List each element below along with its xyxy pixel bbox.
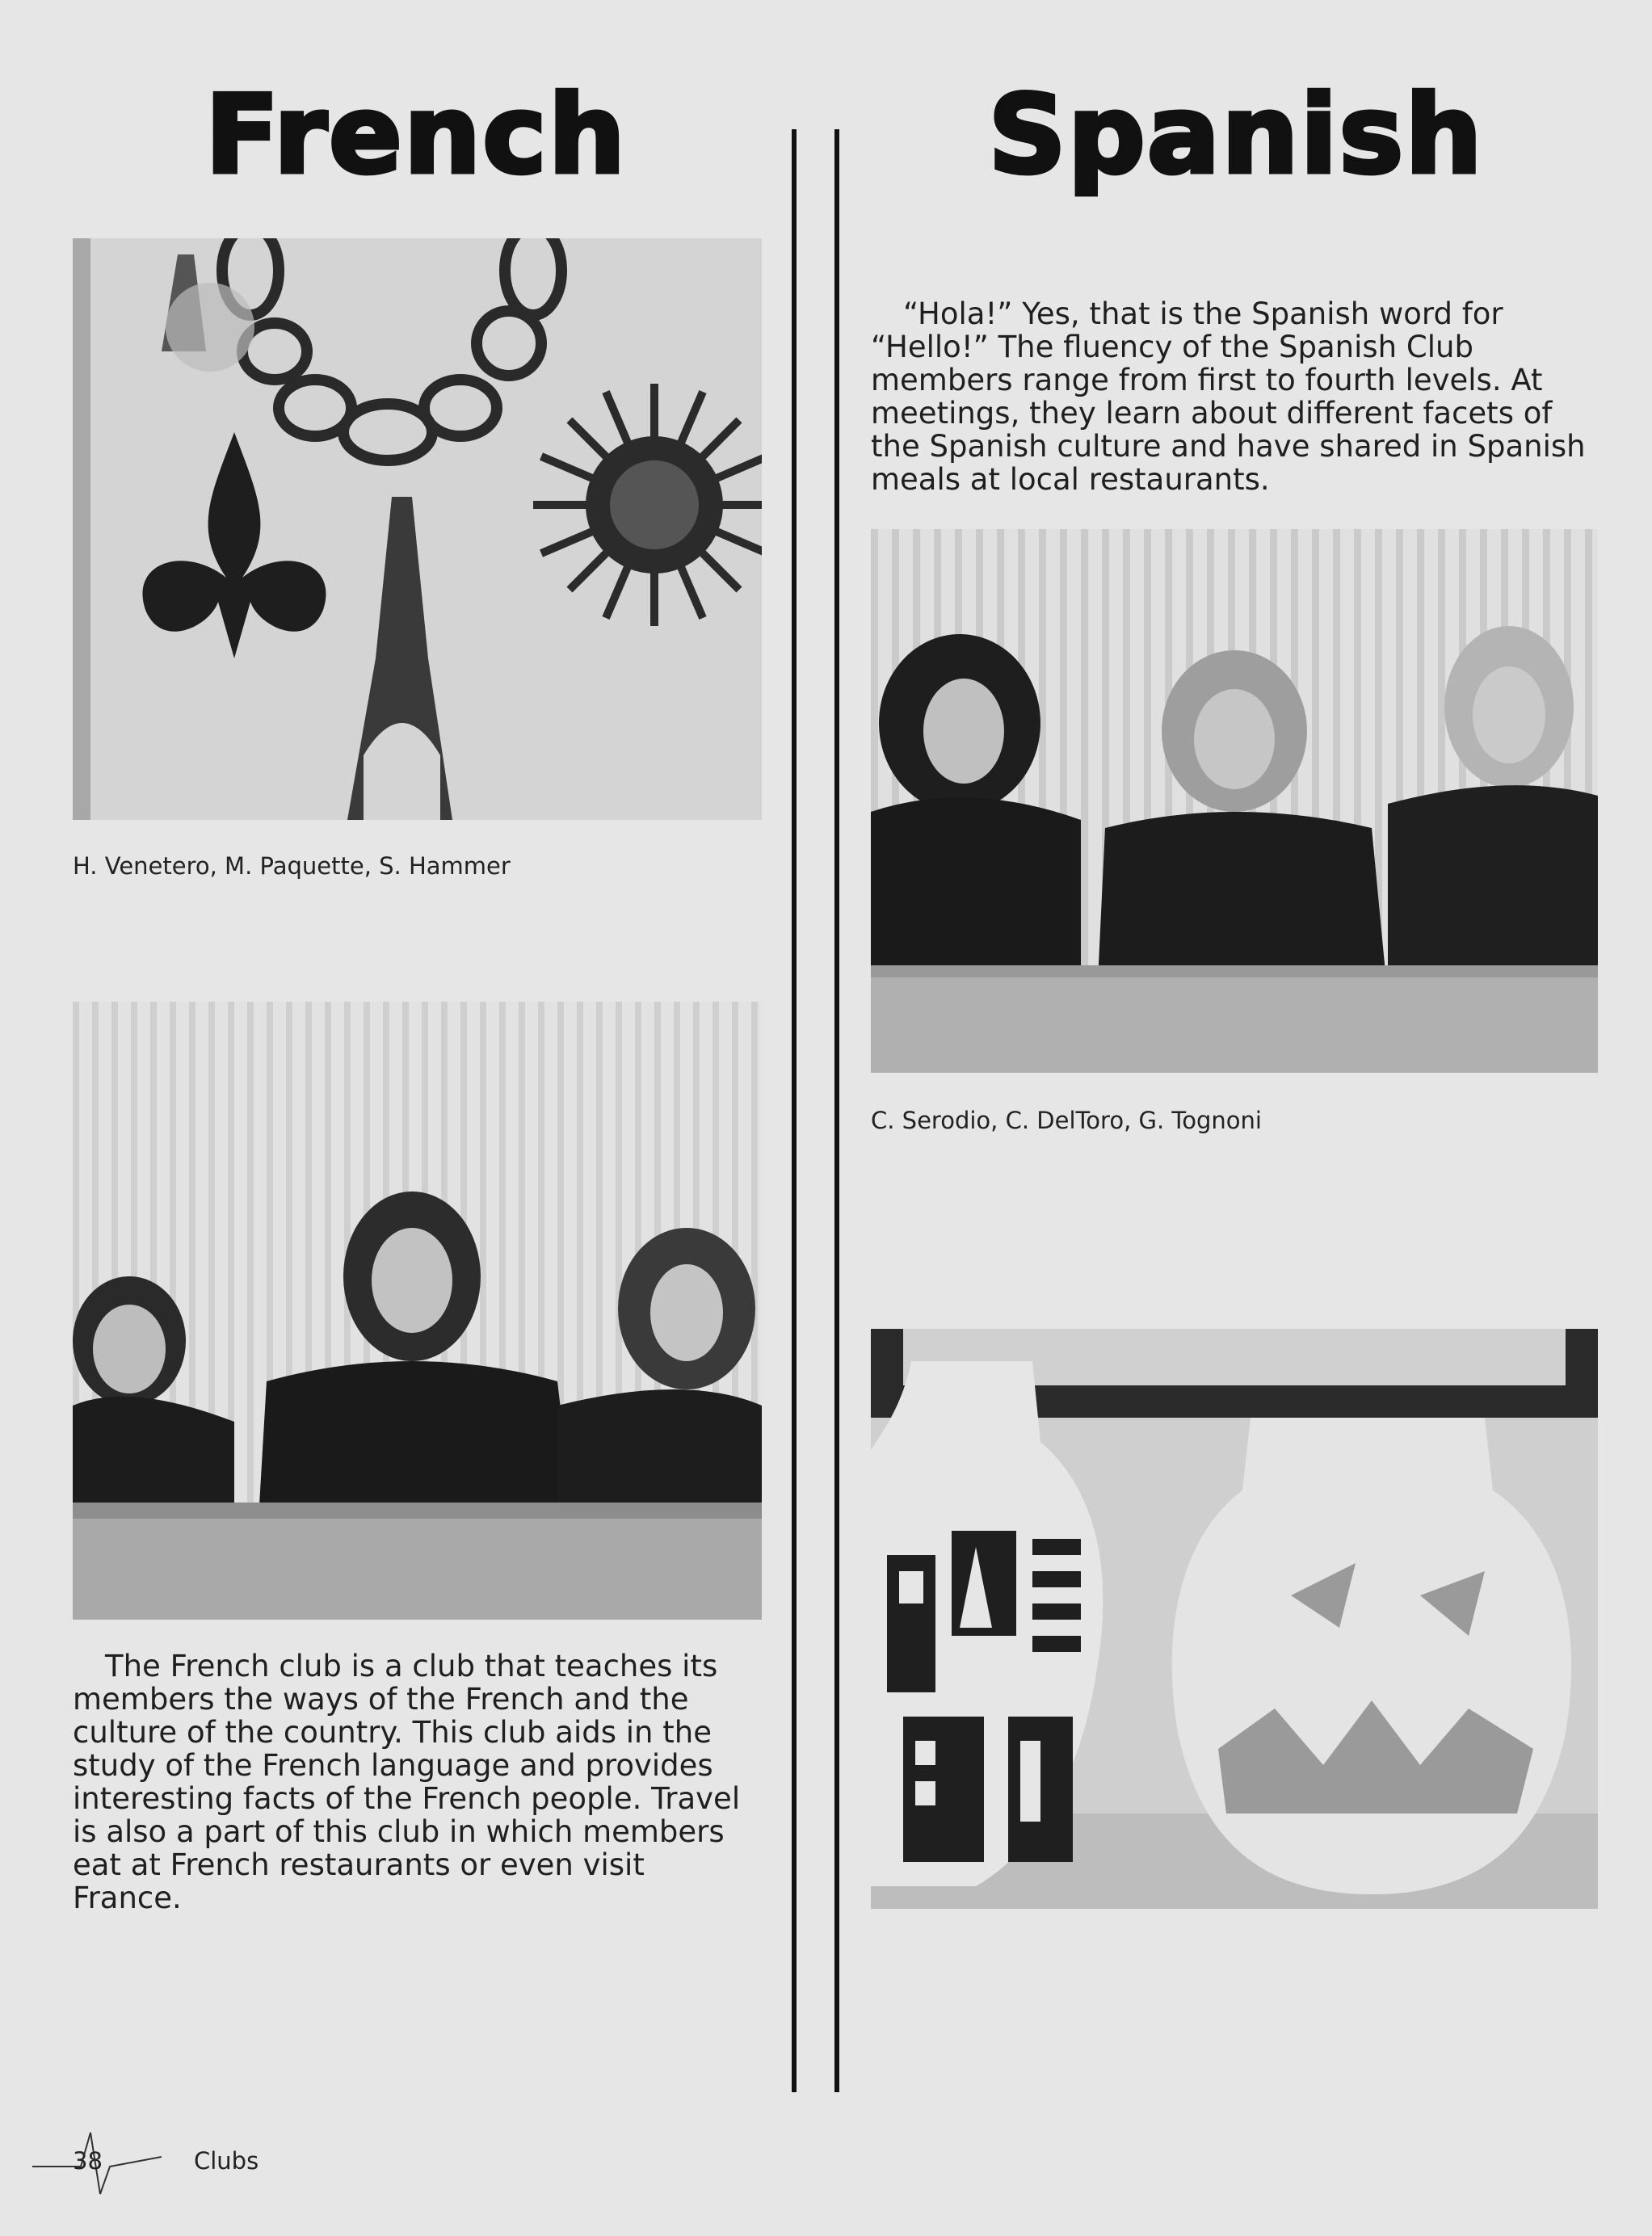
spanish-title: Spanish — [988, 72, 1484, 198]
french-title: French — [204, 72, 628, 198]
french-club-description: The French club is a club that teaches its members the ways of the French and the culture of the country. This club aids in the study of the French language and provides interesting facts of the French people. Travel is also a part of this club in which members eat at French restaurants or even visit France. — [73, 1649, 741, 1915]
french-charms-photo — [73, 238, 762, 820]
spanish-pottery-photo — [871, 1329, 1598, 1909]
spanish-photo-caption: C. Serodio, C. DelToro, G. Tognoni — [871, 1107, 1262, 1134]
column-divider-left — [792, 129, 797, 2092]
spanish-club-description: “Hola!” Yes, that is the Spanish word for “Hello!” The fluency of the Spanish Club members range from first to fourth levels. At meetings, they learn about different facets of the Spanish culture and have shared in Spanish meals at local restaurants. — [871, 296, 1586, 497]
french-photo-caption: H. Venetero, M. Paquette, S. Hammer — [73, 852, 511, 880]
column-divider-right — [834, 129, 839, 2092]
page-number: 38 — [73, 2147, 103, 2175]
spanish-club-members-photo — [871, 529, 1598, 1073]
section-label: Clubs — [194, 2147, 259, 2175]
french-club-members-photo — [73, 1002, 762, 1620]
